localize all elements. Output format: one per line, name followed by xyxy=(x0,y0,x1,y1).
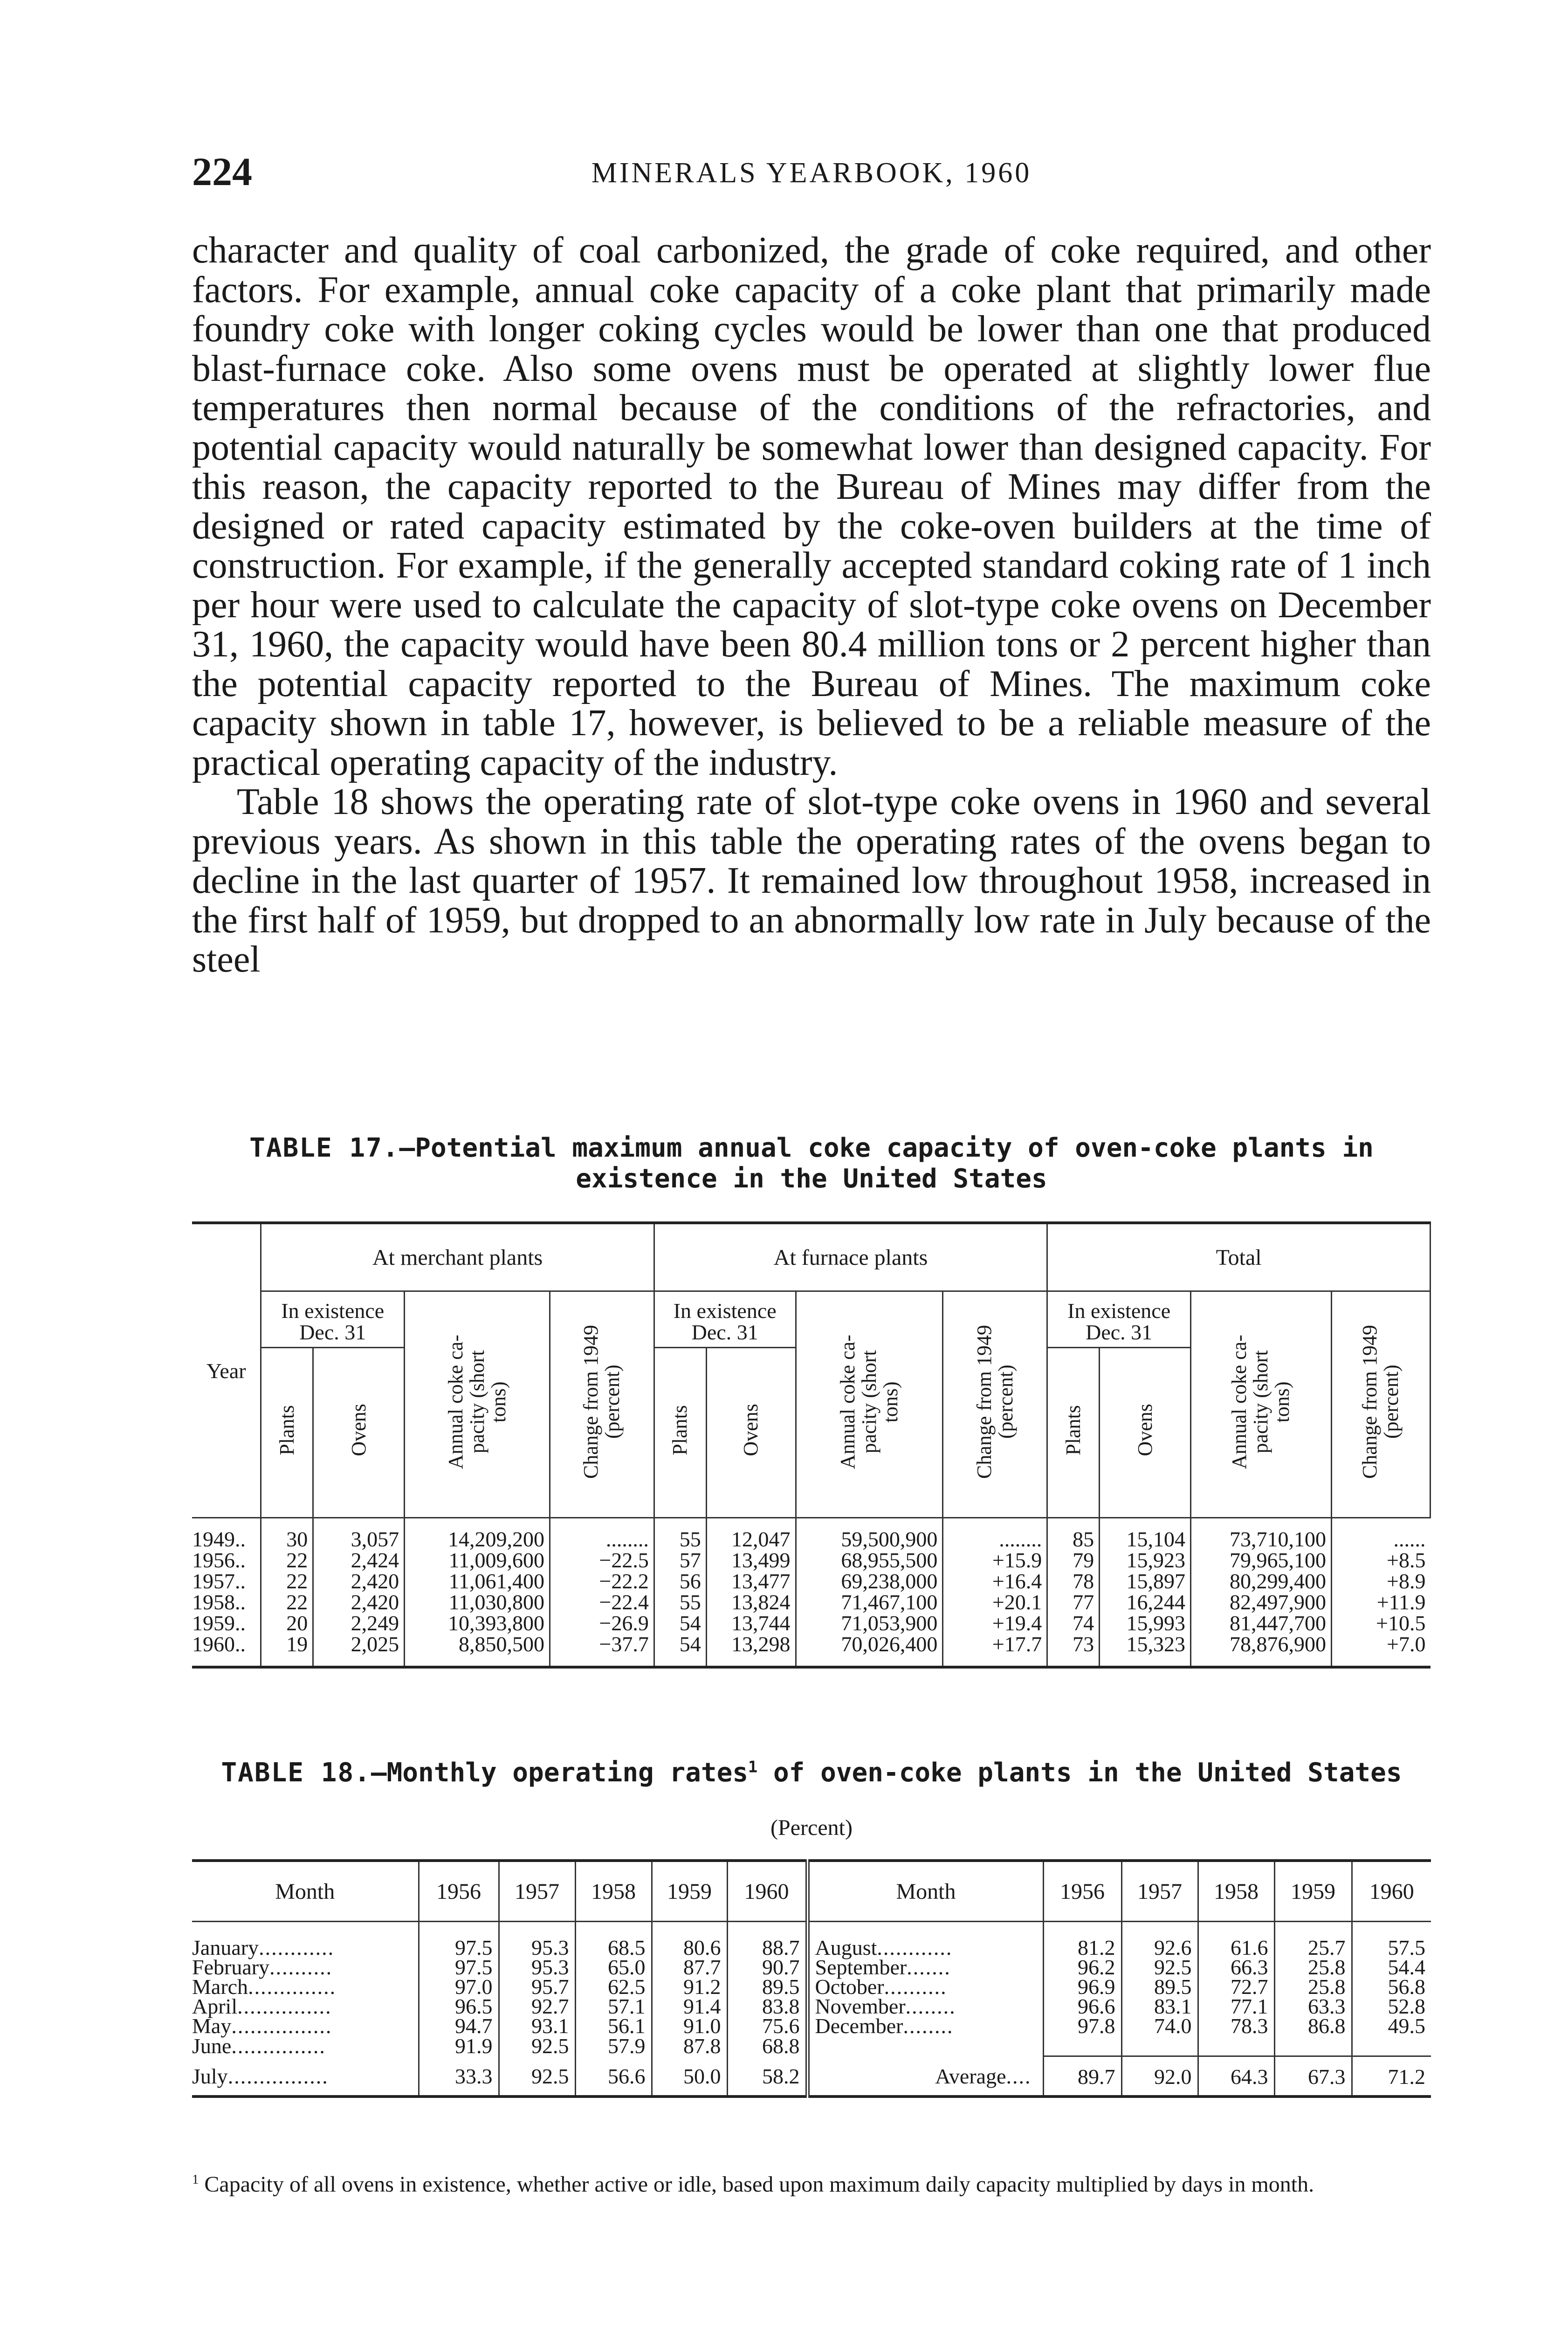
table18-unit: (Percent) xyxy=(770,1815,853,1840)
table17-cell-mch: −26.9 xyxy=(550,1613,654,1634)
year-header-1960-left: 1960 xyxy=(727,1861,807,1922)
month-name: August xyxy=(815,1936,877,1959)
merchant-group-header: At merchant plants xyxy=(261,1223,654,1291)
left-value-1958: 65.0 xyxy=(575,1958,652,1977)
table17-cell-fch: +20.1 xyxy=(943,1592,1047,1613)
table17-cell-mc: 8,850,500 xyxy=(405,1634,550,1667)
table17-row xyxy=(192,1634,1430,1667)
table17-cell-fc: 68,955,500 xyxy=(796,1550,943,1571)
month-name: January xyxy=(192,1936,259,1959)
right-value-1956: 81.2 xyxy=(1043,1922,1121,1958)
right-value-1960: 54.4 xyxy=(1352,1958,1431,1977)
table18-row xyxy=(192,1977,1431,1997)
furnace-existence-header: In existence Dec. 31 xyxy=(654,1291,796,1348)
right-value-1960: 49.5 xyxy=(1352,2016,1431,2036)
table17-cell-fp: 57 xyxy=(654,1550,706,1571)
right-value-1958: 77.1 xyxy=(1198,1997,1274,2016)
month-name: July xyxy=(192,2064,228,2089)
left-value-1957: 92.5 xyxy=(499,2056,575,2097)
table17-cell-mch: −22.2 xyxy=(550,1571,654,1592)
body-paragraph-1: character and quality of coal carbonized, the grade of coke required, and other factors. For example, annual coke capacity of a coke plant that primarily made foundry coke with longer coking cycles would be lower than one that produced blast-furnace coke. Also some ovens must be operated at slightly lower flue temperatures then normal because of the conditions of the refractories, and potential capacity would naturally be somewhat lower than designed capacity. For this reason, the capacity reported to the Bureau of Mines may differ from the designed or rated capacity estimated by the coke-oven builders at the time of construction. For example, if the generally accepted standard coking rate of 1 inch per hour were used to calculate the capacity of slot-type coke ovens on December 31, 1960, the capacity would have been 80.4 million tons or 2 percent higher than the potential capacity reported to the Bureau of Mines. The maximum coke capacity shown in table 17, however, is believed to be a reliable measure of the practical operating capacity of the industry. xyxy=(192,230,1431,783)
dot-leader: ............... xyxy=(231,2034,326,2058)
running-head xyxy=(192,148,1431,200)
table17-cell-mch: ........ xyxy=(550,1518,654,1550)
table17-cell-fp: 54 xyxy=(654,1613,706,1634)
year-header-1958-left: 1958 xyxy=(575,1861,652,1922)
table17 xyxy=(192,1221,1431,1669)
table17-cell-fp: 55 xyxy=(654,1518,706,1550)
total-capacity-header: Annual coke ca- pacity (short tons) xyxy=(1191,1291,1332,1518)
table18-row xyxy=(192,1958,1431,1977)
month-label-left xyxy=(192,2036,419,2056)
right-value-1957: 74.0 xyxy=(1121,2016,1198,2036)
total-plants-header: Plants xyxy=(1047,1348,1100,1518)
table17-cell-tp: 73 xyxy=(1047,1634,1100,1667)
left-value-1956: 97.0 xyxy=(419,1977,499,1997)
left-value-1960: 89.5 xyxy=(727,1977,807,1997)
right-value-1958: 66.3 xyxy=(1198,1958,1274,1977)
right-value-1957: 83.1 xyxy=(1121,1997,1198,2016)
year-header-1958-right: 1958 xyxy=(1198,1861,1274,1922)
table17-cell-tp: 85 xyxy=(1047,1518,1100,1550)
right-value-1957: 89.5 xyxy=(1121,1977,1198,1997)
table17-cell-fc: 70,026,400 xyxy=(796,1634,943,1667)
month-name: March xyxy=(192,1975,248,1999)
table17-cell-mp: 22 xyxy=(261,1550,313,1571)
right-value-1958: 72.7 xyxy=(1198,1977,1274,1997)
table17-cell-to: 15,923 xyxy=(1100,1550,1191,1571)
left-value-1960: 68.8 xyxy=(727,2036,807,2056)
left-value-1956: 33.3 xyxy=(419,2056,499,2097)
table17-cell-year: 1949.. xyxy=(192,1527,246,1551)
table18-row xyxy=(192,1922,1431,1958)
dot-leader: ....... xyxy=(907,1955,951,1979)
table17-cell-fch: +19.4 xyxy=(943,1613,1047,1634)
right-value-1959: 25.7 xyxy=(1274,1922,1352,1958)
left-value-1957: 95.7 xyxy=(499,1977,575,1997)
empty-cell xyxy=(1198,2036,1274,2056)
year-header-1959-left: 1959 xyxy=(652,1861,727,1922)
dot-leader: ........ xyxy=(903,2014,954,2038)
left-value-1960: 75.6 xyxy=(727,2016,807,2036)
table18-title-tail: of oven-coke plants in the United States xyxy=(773,1758,1402,1788)
left-value-1960: 88.7 xyxy=(727,1922,807,1958)
table17-cell-tc: 78,876,900 xyxy=(1191,1634,1332,1667)
dot-leader: .......... xyxy=(269,1955,333,1979)
table17-cell-mo: 2,025 xyxy=(313,1634,405,1667)
table17-cell-mp: 22 xyxy=(261,1592,313,1613)
month-name: June xyxy=(192,2034,232,2058)
table17-cell-mp: 20 xyxy=(261,1613,313,1634)
average-value-1960: 71.2 xyxy=(1352,2056,1431,2097)
empty-cell xyxy=(1121,2036,1198,2056)
table17-cell-to: 15,104 xyxy=(1100,1518,1191,1550)
table17-cell-fc: 71,467,100 xyxy=(796,1592,943,1613)
right-value-1959: 86.8 xyxy=(1274,2016,1352,2036)
furnace-capacity-header: Annual coke ca- pacity (short tons) xyxy=(796,1291,943,1518)
table17-cell-tch: ...... xyxy=(1331,1518,1430,1550)
dot-leader: ........ xyxy=(905,1994,956,2018)
month-label-left xyxy=(192,2016,419,2036)
table17-cell-year: 1959.. xyxy=(192,1611,246,1635)
month-name: Average xyxy=(935,2064,1006,2089)
right-value-1956: 96.6 xyxy=(1043,1997,1121,2016)
empty-cell xyxy=(1352,2036,1431,2056)
dot-leader: .......... xyxy=(884,1975,947,1999)
table17-cell-mc: 11,061,400 xyxy=(405,1571,550,1592)
month-label-left xyxy=(192,1977,419,1997)
furnace-plants-header: Plants xyxy=(654,1348,706,1518)
month-label-left xyxy=(192,1922,419,1958)
dot-leader: ................ xyxy=(227,2064,329,2089)
table17-caption xyxy=(192,1133,1431,1194)
table17-cell-mc: 14,209,200 xyxy=(405,1518,550,1550)
year-header-1959-right: 1959 xyxy=(1274,1861,1352,1922)
month-header-right: Month xyxy=(807,1861,1043,1922)
table17-cell-year: 1956.. xyxy=(192,1548,246,1572)
year-header-1957-right: 1957 xyxy=(1121,1861,1198,1922)
left-value-1959: 91.4 xyxy=(652,1997,727,2016)
table17-cell-tc: 82,497,900 xyxy=(1191,1592,1332,1613)
empty-cell xyxy=(1043,2036,1121,2056)
right-value-1956: 96.2 xyxy=(1043,1958,1121,1977)
table17-cell-fp: 55 xyxy=(654,1592,706,1613)
left-value-1957: 92.5 xyxy=(499,2036,575,2056)
year-header: Year xyxy=(192,1223,261,1518)
table17-cell-mo: 2,420 xyxy=(313,1592,405,1613)
month-label-left xyxy=(192,1955,419,1979)
table18 xyxy=(192,1859,1431,2098)
table17-cell-year: 1957.. xyxy=(192,1569,246,1593)
table18-row xyxy=(192,1997,1431,2016)
right-value-1960: 52.8 xyxy=(1352,1997,1431,2016)
table17-cell-mch: −37.7 xyxy=(550,1634,654,1667)
table17-row xyxy=(192,1571,1430,1592)
table17-cell-mp: 22 xyxy=(261,1571,313,1592)
merchant-existence-header: In existence Dec. 31 xyxy=(261,1291,405,1348)
month-label-right xyxy=(807,2016,1043,2036)
left-value-1959: 50.0 xyxy=(652,2056,727,2097)
table17-cell-fp: 56 xyxy=(654,1571,706,1592)
month-label-right xyxy=(807,1955,1043,1979)
table17-cell-fc: 69,238,000 xyxy=(796,1571,943,1592)
year-header-1960-right: 1960 xyxy=(1352,1861,1431,1922)
table17-row xyxy=(192,1613,1430,1634)
left-value-1956: 94.7 xyxy=(419,2016,499,2036)
table18-label: TABLE 18. xyxy=(221,1758,371,1788)
table18-row xyxy=(192,2056,1431,2097)
left-value-1959: 87.7 xyxy=(652,1958,727,1977)
month-name: October xyxy=(815,1975,884,1999)
left-value-1956: 97.5 xyxy=(419,1922,499,1958)
table17-cell-mo: 2,249 xyxy=(313,1613,405,1634)
table17-cell-mch: −22.4 xyxy=(550,1592,654,1613)
dot-leader: .... xyxy=(1006,2064,1032,2089)
right-value-1957: 92.5 xyxy=(1121,1958,1198,1977)
table17-cell-fch: +15.9 xyxy=(943,1550,1047,1571)
merchant-change-header: Change from 1949 (percent) xyxy=(550,1291,654,1518)
left-value-1959: 87.8 xyxy=(652,2036,727,2056)
table17-cell-year: 1960.. xyxy=(192,1632,246,1656)
left-value-1958: 57.9 xyxy=(575,2036,652,2056)
month-label-right xyxy=(807,1977,1043,1997)
table17-label: TABLE 17. xyxy=(249,1133,399,1163)
right-value-1959: 25.8 xyxy=(1274,1958,1352,1977)
total-group-header: Total xyxy=(1047,1223,1430,1291)
table17-cell-fo: 13,298 xyxy=(706,1634,796,1667)
right-value-1958: 78.3 xyxy=(1198,2016,1274,2036)
dot-leader: ............ xyxy=(877,1936,953,1959)
left-value-1957: 92.7 xyxy=(499,1997,575,2016)
right-value-1959: 25.8 xyxy=(1274,1977,1352,1997)
footnote-marker: 1 xyxy=(192,2172,199,2187)
merchant-plants-header: Plants xyxy=(261,1348,313,1518)
left-value-1958: 56.1 xyxy=(575,2016,652,2036)
table17-title: —Potential maximum annual coke capacity of oven-coke plants in existence in the United States xyxy=(399,1133,1374,1194)
table17-cell-fch: ........ xyxy=(943,1518,1047,1550)
body-paragraph-2: Table 18 shows the operating rate of slot-type coke ovens in 1960 and several previous years. As shown in this table the operating rates of the ovens began to decline in the last quarter of 1957. It remained low throughout 1958, increased in the first half of 1959, but dropped to an abnormally low rate in July because of the steel xyxy=(192,781,1431,980)
table17-cell-fp: 54 xyxy=(654,1634,706,1667)
left-value-1956: 91.9 xyxy=(419,2036,499,2056)
month-label-left xyxy=(192,1994,419,2018)
table17-cell-fch: +16.4 xyxy=(943,1571,1047,1592)
month-name: September xyxy=(815,1955,907,1979)
table17-cell-tch: +8.9 xyxy=(1331,1571,1430,1592)
page-number: 224 xyxy=(192,149,252,194)
dot-leader: .............. xyxy=(248,1975,337,1999)
table17-row xyxy=(192,1518,1430,1550)
merchant-ovens-header: Ovens xyxy=(313,1348,405,1518)
table17-cell-tp: 77 xyxy=(1047,1592,1100,1613)
total-ovens-header: Ovens xyxy=(1100,1348,1191,1518)
empty-cell xyxy=(807,2036,1043,2056)
table17-cell-mc: 11,009,600 xyxy=(405,1550,550,1571)
table17-cell-mp: 19 xyxy=(261,1634,313,1667)
left-value-1957: 95.3 xyxy=(499,1922,575,1958)
furnace-ovens-header: Ovens xyxy=(706,1348,796,1518)
running-title: MINERALS YEARBOOK, 1960 xyxy=(591,157,1032,189)
month-name: April xyxy=(192,1994,238,2018)
merchant-capacity-header: Annual coke ca- pacity (short tons) xyxy=(405,1291,550,1518)
table17-cell-tch: +7.0 xyxy=(1331,1634,1430,1667)
left-value-1960: 83.8 xyxy=(727,1997,807,2016)
left-value-1960: 90.7 xyxy=(727,1958,807,1977)
table17-cell-tc: 79,965,100 xyxy=(1191,1550,1332,1571)
left-value-1959: 91.2 xyxy=(652,1977,727,1997)
table17-cell-tch: +8.5 xyxy=(1331,1550,1430,1571)
month-header-left: Month xyxy=(192,1861,419,1922)
table17-cell-tc: 80,299,400 xyxy=(1191,1571,1332,1592)
table17-cell-mc: 11,030,800 xyxy=(405,1592,550,1613)
left-value-1958: 62.5 xyxy=(575,1977,652,1997)
table17-cell-mo: 2,420 xyxy=(313,1571,405,1592)
month-name: December xyxy=(815,2014,903,2038)
table18-title: —Monthly operating rates xyxy=(371,1758,749,1788)
table17-cell-mp: 30 xyxy=(261,1518,313,1550)
right-value-1956: 96.9 xyxy=(1043,1977,1121,1997)
average-value-1959: 67.3 xyxy=(1274,2056,1352,2097)
year-header-1956-left: 1956 xyxy=(419,1861,499,1922)
left-value-1959: 80.6 xyxy=(652,1922,727,1958)
table17-cell-fc: 59,500,900 xyxy=(796,1518,943,1550)
table17-cell-fo: 12,047 xyxy=(706,1518,796,1550)
table18-row xyxy=(192,2036,1431,2056)
month-label-right xyxy=(807,1994,1043,2018)
left-value-1958: 57.1 xyxy=(575,1997,652,2016)
total-existence-header: In existence Dec. 31 xyxy=(1047,1291,1191,1348)
table18-caption xyxy=(192,1758,1431,1788)
left-value-1958: 68.5 xyxy=(575,1922,652,1958)
average-label xyxy=(807,2056,1043,2097)
left-value-1956: 97.5 xyxy=(419,1958,499,1977)
right-value-1960: 56.8 xyxy=(1352,1977,1431,1997)
average-value-1957: 92.0 xyxy=(1121,2056,1198,2097)
furnace-change-header: Change from 1949 (percent) xyxy=(943,1291,1047,1518)
table17-cell-mch: −22.5 xyxy=(550,1550,654,1571)
table17-cell-to: 16,244 xyxy=(1100,1592,1191,1613)
average-value-1956: 89.7 xyxy=(1043,2056,1121,2097)
table17-cell-tp: 74 xyxy=(1047,1613,1100,1634)
average-value-1958: 64.3 xyxy=(1198,2056,1274,2097)
table17-row xyxy=(192,1592,1430,1613)
table17-row xyxy=(192,1550,1430,1571)
table18-row xyxy=(192,2016,1431,2036)
right-value-1959: 63.3 xyxy=(1274,1997,1352,2016)
furnace-group-header: At furnace plants xyxy=(654,1223,1047,1291)
right-value-1957: 92.6 xyxy=(1121,1922,1198,1958)
left-value-1959: 91.0 xyxy=(652,2016,727,2036)
month-label-right xyxy=(807,1922,1043,1958)
total-change-header: Change from 1949 (percent) xyxy=(1331,1291,1430,1518)
table17-cell-tc: 81,447,700 xyxy=(1191,1613,1332,1634)
right-value-1960: 57.5 xyxy=(1352,1922,1431,1958)
table17-cell-mo: 2,424 xyxy=(313,1550,405,1571)
table17-cell-tch: +10.5 xyxy=(1331,1613,1430,1634)
empty-cell xyxy=(1274,2036,1352,2056)
body-text xyxy=(192,231,1431,979)
table17-cell-mo: 3,057 xyxy=(313,1518,405,1550)
month-name: February xyxy=(192,1955,270,1979)
table17-cell-fc: 71,053,900 xyxy=(796,1613,943,1634)
table17-cell-fo: 13,824 xyxy=(706,1592,796,1613)
footnote-text: Capacity of all ovens in existence, whether active or idle, based upon maximum daily capacity multiplied by days in month. xyxy=(204,2172,1314,2197)
table17-cell-fch: +17.7 xyxy=(943,1634,1047,1667)
table17-cell-tp: 78 xyxy=(1047,1571,1100,1592)
month-label-left xyxy=(192,2056,419,2097)
dot-leader: ............ xyxy=(259,1936,335,1959)
table17-cell-tch: +11.9 xyxy=(1331,1592,1430,1613)
dot-leader: ................ xyxy=(231,2014,332,2038)
table17-cell-fo: 13,744 xyxy=(706,1613,796,1634)
month-name: May xyxy=(192,2014,232,2038)
table17-cell-to: 15,897 xyxy=(1100,1571,1191,1592)
table17-cell-tc: 73,710,100 xyxy=(1191,1518,1332,1550)
table17-cell-fo: 13,499 xyxy=(706,1550,796,1571)
table17-cell-to: 15,993 xyxy=(1100,1613,1191,1634)
left-value-1957: 93.1 xyxy=(499,2016,575,2036)
footnote xyxy=(192,2172,1431,2197)
table17-cell-tp: 79 xyxy=(1047,1550,1100,1571)
year-header-1956-right: 1956 xyxy=(1043,1861,1121,1922)
left-value-1960: 58.2 xyxy=(727,2056,807,2097)
left-value-1957: 95.3 xyxy=(499,1958,575,1977)
table17-cell-fo: 13,477 xyxy=(706,1571,796,1592)
table18-footnote-ref: 1 xyxy=(748,1758,758,1776)
year-header-1957-left: 1957 xyxy=(499,1861,575,1922)
table17-cell-year: 1958.. xyxy=(192,1590,246,1614)
table17-cell-to: 15,323 xyxy=(1100,1634,1191,1667)
right-value-1958: 61.6 xyxy=(1198,1922,1274,1958)
month-name: November xyxy=(815,1994,906,2018)
left-value-1958: 56.6 xyxy=(575,2056,652,2097)
right-value-1956: 97.8 xyxy=(1043,2016,1121,2036)
left-value-1956: 96.5 xyxy=(419,1997,499,2016)
table17-cell-mc: 10,393,800 xyxy=(405,1613,550,1634)
dot-leader: ............... xyxy=(237,1994,332,2018)
